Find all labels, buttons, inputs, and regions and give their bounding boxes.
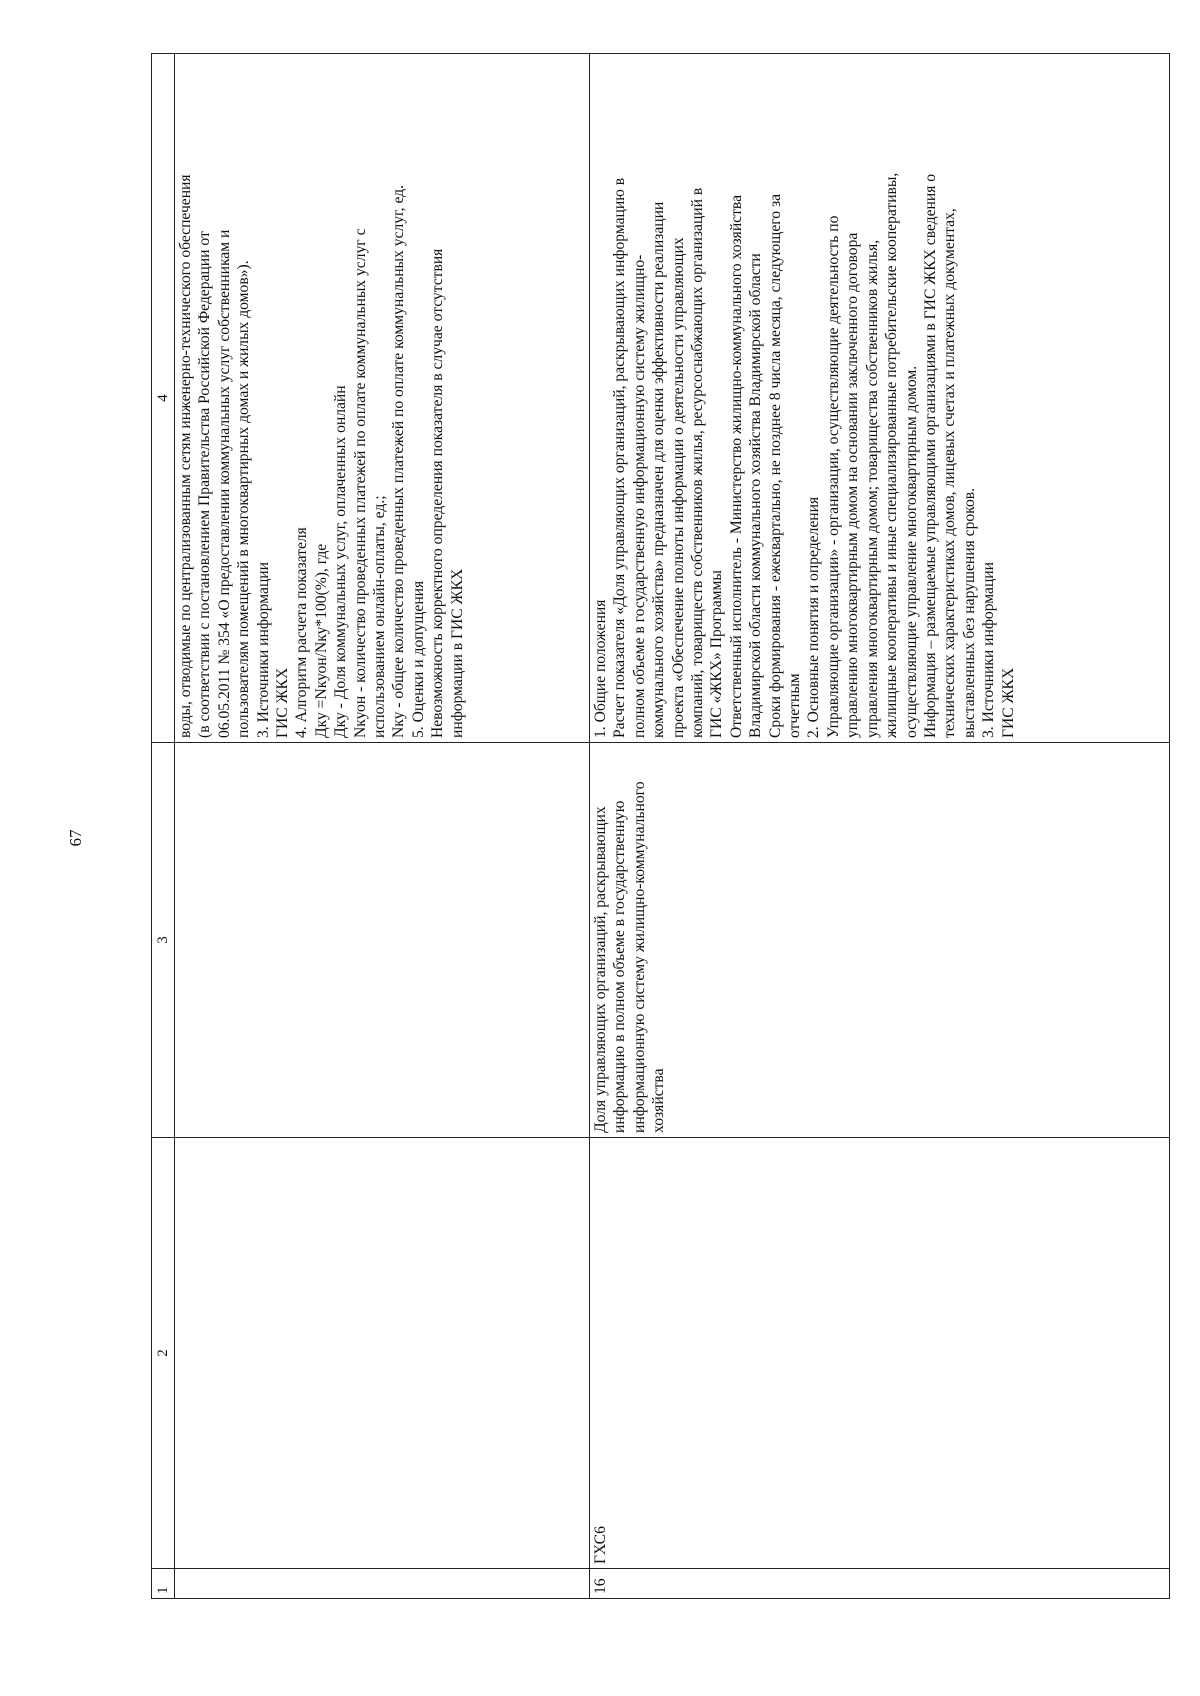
description-line: ГИС «ЖКХ» Программы [708, 570, 726, 738]
header-cell-1: 1 [152, 1569, 175, 1599]
description-line: Информация – размещаемые управляющими организациями в ГИС ЖКХ сведения о [921, 173, 939, 738]
indicator-name [590, 743, 1170, 1138]
indicator-name [175, 743, 590, 1138]
description-line: Дку - Доля коммунальных услуг, оплаченных онлайн [332, 385, 350, 738]
rotated-table-container [151, 54, 1170, 1599]
indicator-code: ГХС6 [590, 1138, 1170, 1569]
description-line: ГИС ЖКХ [999, 667, 1017, 738]
description-line: выставленных без нарушения сроков. [960, 487, 978, 738]
table-row [590, 54, 1170, 1599]
description-line: Nкуон - количество проведенных платежей по оплате коммунальных услуг с [351, 228, 369, 738]
description-line: Сроки формирования - ежеквартально, не позднее 8 числа месяца, следующего за [766, 193, 784, 738]
description-line: Управляющие организации» - организации, осуществляющие деятельность по [824, 215, 842, 738]
description-line: Расчет показателя «Доля управляющих организаций, раскрывающих информацию в [611, 177, 629, 738]
description-line: Невозможность корректного определения показателя в случае отсутствия [429, 248, 447, 738]
indicator-name-text: Доля управляющих организаций, раскрывающих информацию в полном объеме в государственную информационную систему жилищно-коммунального хозяйства [592, 781, 668, 1133]
header-cell-4: 4 [152, 54, 175, 743]
description-line: Дку =Nкуон/Nку*100(%), где [312, 543, 330, 738]
indicator-table [151, 53, 1170, 1599]
description-line: 3. Источники информации [980, 561, 998, 738]
table-row [175, 54, 590, 1599]
description-line: 06.05.2011 № 354 «О предоставлении коммунальных услуг собственникам и [215, 229, 233, 738]
row-number [175, 1569, 590, 1599]
row-number: 16 [590, 1569, 1170, 1599]
description-line: полном объеме в государственную информационную систему жилищно- [630, 254, 648, 738]
indicator-description [175, 54, 590, 743]
description-line: 1. Общие положения [592, 599, 609, 738]
header-cell-3: 3 [152, 743, 175, 1138]
table-header-row [152, 54, 175, 1599]
description-line: ГИС ЖКХ [274, 667, 292, 738]
description-line: Nку - общее количество проведенных платежей по оплате коммунальных услуг, ед. [390, 184, 408, 738]
description-line: 5. Оценки и допущения [409, 580, 427, 738]
header-cell-2: 2 [152, 1138, 175, 1569]
description-line: использованием онлайн-оплаты, ед.; [371, 495, 389, 738]
description-line: (в соответствии с постановлением Правительства Российской Федерации от [196, 231, 214, 738]
description-line: отчетным [786, 673, 804, 738]
indicator-code [175, 1138, 590, 1569]
description-line: компаний, товариществ собственников жилья, ресурсоснабжающих организаций в [689, 187, 707, 738]
description-line: Владимирской области коммунального хозяйства Владимирской области [747, 253, 765, 738]
description-line: жилищные кооперативы и иные специализированные потребительские кооперативы, [883, 172, 901, 738]
description-line: воды, отводимые по централизованным сетям инженерно-технического обеспечения [177, 174, 194, 738]
indicator-description [590, 54, 1170, 743]
page-number: 67 [66, 829, 85, 847]
description-line: 2. Основные понятия и определения [805, 496, 823, 738]
description-line: информации в ГИС ЖКХ [448, 568, 466, 738]
description-line: осуществляющие управление многоквартирным домом. [902, 365, 920, 738]
description-line: коммунального хозяйства» предназначен для оценки эффективности реализации [650, 201, 668, 738]
description-line: управления многоквартирным домом; товарищества собственников жилья, [863, 239, 881, 738]
description-line: пользователям помещений в многоквартирных домах и жилых домов»). [235, 260, 253, 738]
description-line: 4. Алгоритм расчета показателя [293, 527, 311, 738]
description-line: технических характеристиках домов, лицевых счетах и платежных документах, [941, 208, 959, 738]
description-line: Ответственный исполнитель - Министерство жилищно-коммунального хозяйства [727, 195, 745, 738]
description-line: 3. Источники информации [254, 561, 272, 738]
description-line: управлению многоквартирным домом на основании заключенного договора [844, 232, 862, 738]
description-line: проекта «Обеспечение полноты информации о деятельности управляющих [669, 237, 687, 738]
